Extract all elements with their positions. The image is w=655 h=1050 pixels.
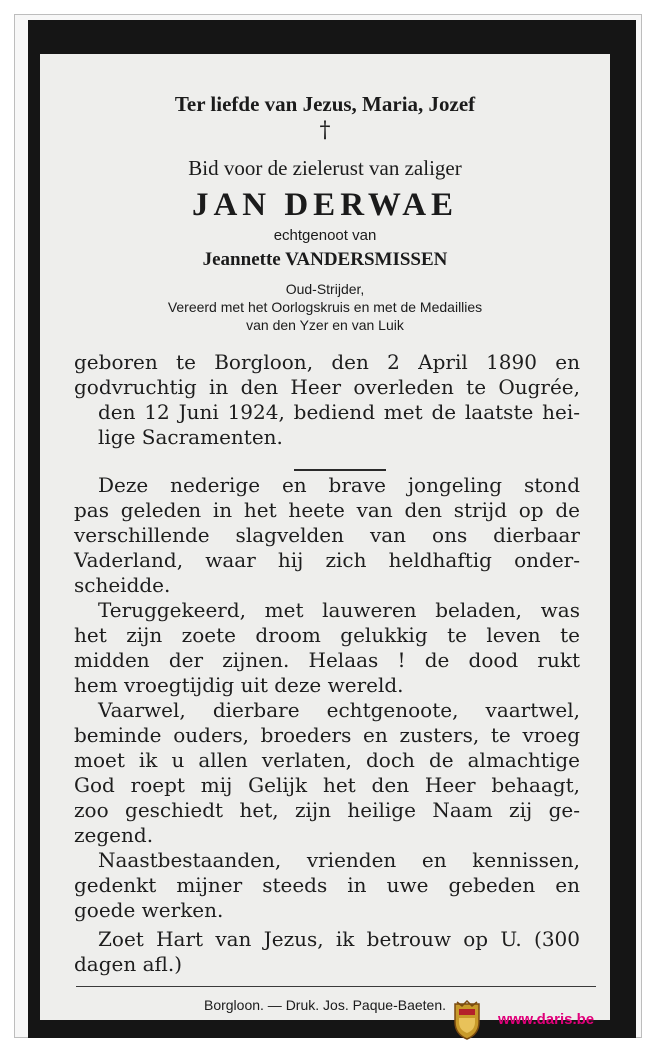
text-line: beminde ouders, broeders en zusters, te vroeg xyxy=(74,723,580,747)
text-line: verschillende slagvelden van ons dierbaar xyxy=(74,523,580,547)
text-line: midden der zijnen. Helaas ! de dood rukt xyxy=(74,648,580,672)
text-line: Teruggekeerd, met lauweren beladen, was xyxy=(98,598,580,622)
rank: Oud-Strijder, xyxy=(285,281,365,297)
divider xyxy=(294,469,386,471)
text-line: Vaderland, waar hij zich heldhaftig onder- xyxy=(74,548,580,572)
text-line: lige Sacramenten. xyxy=(98,425,283,449)
text-line: Zoet Hart van Jezus, ik betrouw op U. (300 xyxy=(98,927,580,951)
text-line: dagen afl.) xyxy=(74,952,183,976)
card-paper xyxy=(40,54,610,1020)
deceased-name: JAN DERWAE xyxy=(191,187,459,223)
site-url[interactable]: www.daris.be xyxy=(498,1011,595,1028)
text-line: scheidde. xyxy=(74,573,171,597)
text-line: gedenkt mijner steeds in uwe gebeden en xyxy=(74,873,580,897)
text-line: zoo geschiedt het, zijn heilige Naam zij ge- xyxy=(74,798,580,822)
mourning-card xyxy=(28,20,636,1038)
text-line: het zijn zoete droom gelukkig te leven te xyxy=(74,623,580,647)
text-line: Vaarwel, dierbare echtgenoote, vaartwel, xyxy=(98,698,580,722)
motto: Ter liefde van Jezus, Maria, Jozef xyxy=(174,92,476,116)
divider xyxy=(76,986,596,987)
cross-icon: † xyxy=(319,118,331,143)
text-line: den 12 Juni 1924, bediend met de laatste hei- xyxy=(98,400,580,424)
text-line: Naastbestaanden, vrienden en kennissen, xyxy=(98,848,580,872)
heraldic-shield-icon xyxy=(452,1000,482,1040)
text-line: hem vroegtijdig uit deze wereld. xyxy=(74,673,404,697)
text-line: pas geleden in het heete van den strijd op de xyxy=(74,498,580,522)
text-line: Deze nederige en brave jongeling stond xyxy=(98,473,580,497)
honours-line: Vereerd met het Oorlogskruis en met de Medaillies xyxy=(167,299,483,315)
spouse-name: Jeannette VANDERSMISSEN xyxy=(202,249,448,270)
text-line: geboren te Borgloon, den 2 April 1890 en xyxy=(74,350,580,374)
prayer-request: Bid voor de zielerust van zaliger xyxy=(188,156,462,180)
text-line: goede werken. xyxy=(74,898,224,922)
text-line: God roept mij Gelijk het den Heer behaagt, xyxy=(74,773,580,797)
honours-line: van den Yzer en van Luik xyxy=(246,317,404,333)
text-line: moet ik u allen verlaten, doch de almachtige xyxy=(74,748,580,772)
text-line: godvruchtig in den Heer overleden te Ougrée, xyxy=(74,375,580,399)
spouse-label: echtgenoot van xyxy=(273,227,377,244)
text-line: zegend. xyxy=(74,823,154,847)
printer-imprint: Borgloon. — Druk. Jos. Paque-Baeten. xyxy=(203,997,447,1013)
